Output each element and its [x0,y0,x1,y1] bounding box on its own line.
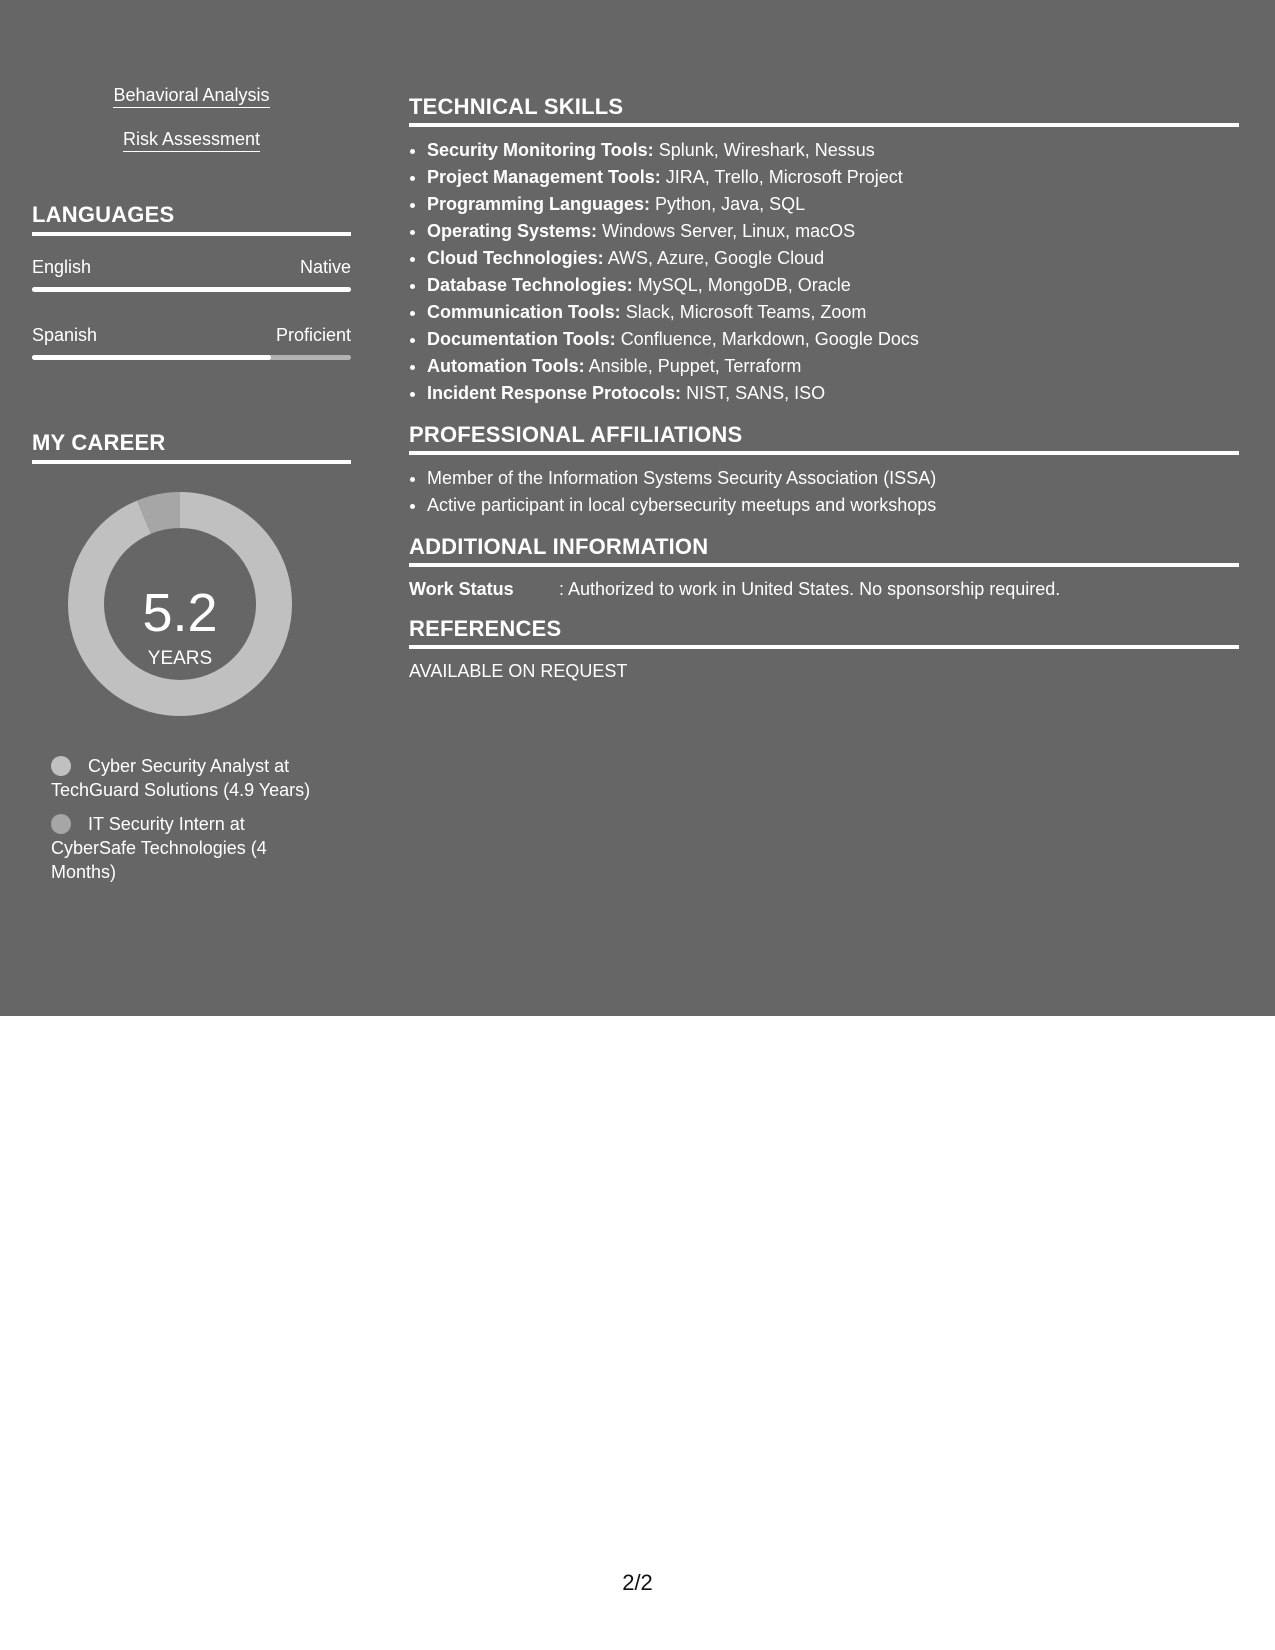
language-item-spanish [32,324,351,360]
main-content [409,94,1239,683]
technical-skill-item [427,245,1239,272]
references-title: REFERENCES [409,616,1239,649]
language-row [32,324,351,346]
additional-info-section [409,534,1239,601]
languages-title: LANGUAGES [32,202,351,236]
language-name: English [32,257,92,277]
work-status-row [409,577,1239,601]
technical-skill-item [427,191,1239,218]
career-legend-label: Cyber Security Analyst at TechGuard Solutions (4.9 Years) [51,756,311,800]
skill-link-risk-assessment[interactable]: Risk Assessment [123,128,260,152]
language-item-english [32,256,351,292]
technical-skill-category: Database Technologies: [427,275,633,295]
legend-dot-icon [51,814,71,834]
list-item: • Member of the Information Systems Security Association (ISSA) [427,465,1239,492]
technical-skill-values: MySQL, MongoDB, Oracle [637,275,851,295]
work-status-value: : Authorized to work in United States. No sponsorship required. [559,579,1061,599]
career-legend-item [51,812,331,884]
technical-skill-category: Incident Response Protocols: [427,383,682,403]
language-proficiency-fill [32,355,271,360]
technical-skill-values: Ansible, Puppet, Terraform [588,356,802,376]
career-title: MY CAREER [32,430,351,464]
technical-skill-values: AWS, Azure, Google Cloud [607,248,825,268]
career-years-label: YEARS [147,648,213,669]
technical-skill-category: Operating Systems: [427,221,598,241]
list-item: • Active participant in local cybersecurity meetups and workshops [427,492,1239,519]
career-legend-item [51,754,331,802]
technical-skill-item [427,272,1239,299]
technical-skill-values: Confluence, Markdown, Google Docs [620,329,919,349]
language-name: Spanish [32,325,98,345]
technical-skill-values: NIST, SANS, ISO [686,383,826,403]
language-level: Proficient [275,325,351,345]
skill-link-behavioral-analysis[interactable]: Behavioral Analysis [113,84,269,108]
language-row [32,256,351,278]
language-level: Native [299,257,351,277]
references-text: AVAILABLE ON REQUEST [409,661,628,681]
technical-skill-item [427,326,1239,353]
technical-skill-item [427,299,1239,326]
technical-skill-category: Documentation Tools: [427,329,616,349]
technical-skill-item [427,380,1239,407]
technical-skill-values: Splunk, Wireshark, Nessus [658,140,875,160]
technical-skills-section [409,94,1239,407]
career-section [32,430,351,884]
language-proficiency-bar [32,287,351,292]
technical-skill-values: JIRA, Trello, Microsoft Project [665,167,903,187]
technical-skill-category: Project Management Tools: [427,167,661,187]
page-number: 2/2 [622,1570,653,1595]
technical-skill-values: Windows Server, Linux, macOS [602,221,856,241]
language-proficiency-fill [32,287,351,292]
work-status-label: Work Status [409,579,514,599]
technical-skill-values: Slack, Microsoft Teams, Zoom [625,302,867,322]
career-legend [32,754,331,884]
technical-skill-category: Programming Languages: [427,194,651,214]
technical-skill-item [427,218,1239,245]
technical-skill-item [427,353,1239,380]
career-legend-label: IT Security Intern at CyberSafe Technologies (4 Months) [51,814,267,882]
technical-skill-category: Security Monitoring Tools: [427,140,654,160]
affiliations-section [409,422,1239,519]
technical-skill-item [427,164,1239,191]
references-section [409,616,1239,683]
technical-skill-category: Automation Tools: [427,356,585,376]
language-proficiency-bar [32,355,351,360]
technical-skill-category: Cloud Technologies: [427,248,604,268]
legend-dot-icon [51,756,71,776]
affiliations-list [409,465,1239,519]
technical-skills-title: TECHNICAL SKILLS [409,94,1239,127]
additional-info-title: ADDITIONAL INFORMATION [409,534,1239,567]
technical-skill-item [427,137,1239,164]
career-total-years: 5.2 [142,583,218,643]
sidebar [32,84,351,894]
affiliations-title: PROFESSIONAL AFFILIATIONS [409,422,1239,455]
technical-skill-category: Communication Tools: [427,302,621,322]
technical-skill-values: Python, Java, SQL [655,194,806,214]
technical-skills-list [409,137,1239,407]
languages-section [32,202,351,360]
career-donut-chart [32,474,351,734]
